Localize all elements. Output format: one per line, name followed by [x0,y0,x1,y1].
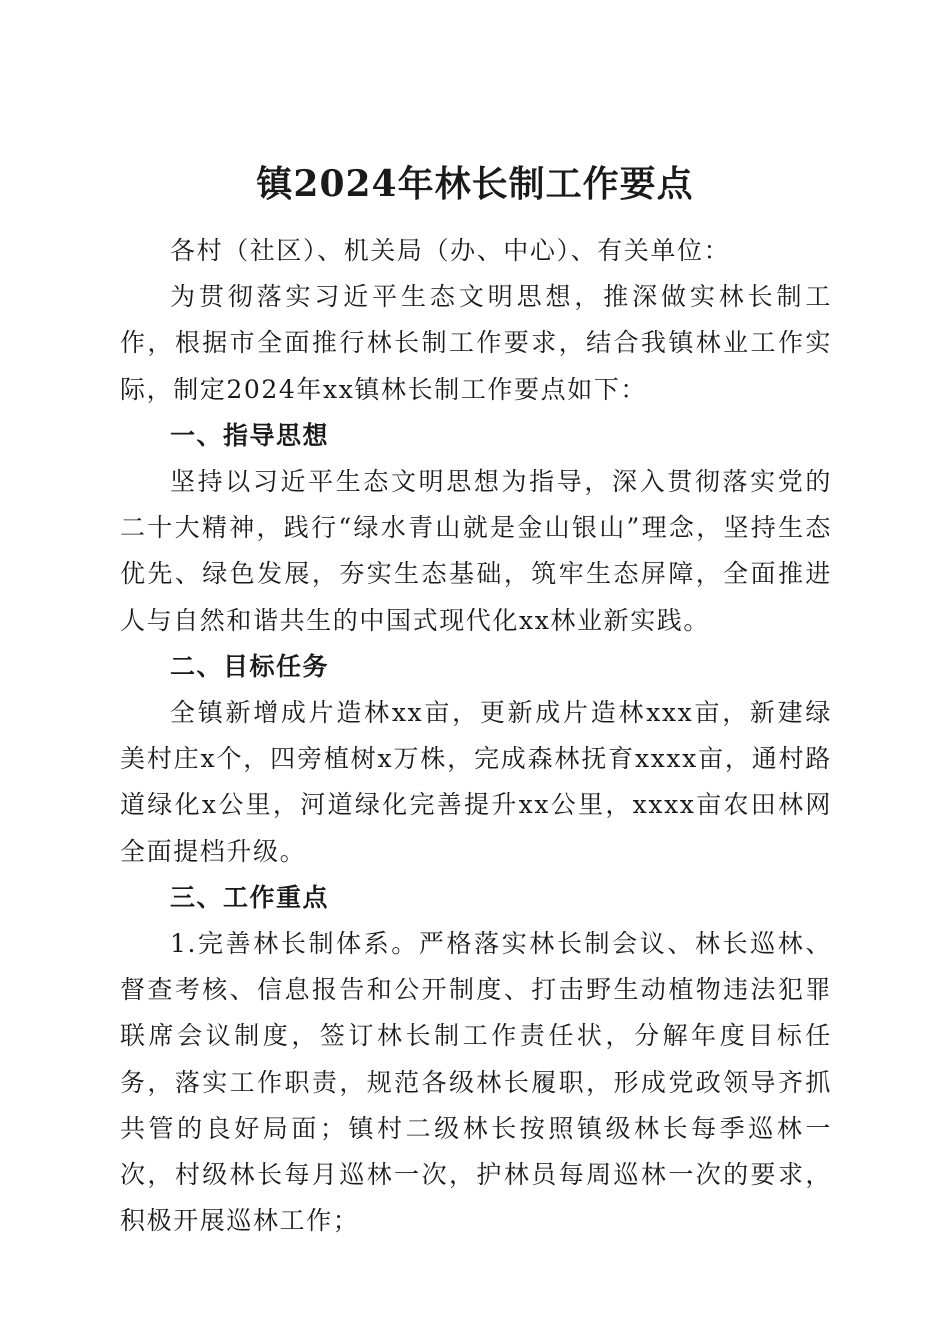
salutation: 各村（社区）、机关局（办、中心）、有关单位： [170,236,731,265]
section-paragraph-goals: 全镇新增成片造林xx亩，更新成片造林xxx亩，新建绿美村庄x个，四旁植树x万株，完成森林抚育xxxx亩，通村路道绿化x公里，河道绿化完善提升xx公里，xxxx亩农田林网全面提档升级。 [120,698,832,866]
section-heading-key-work: 三、工作重点 [170,882,330,912]
document-title: 镇2024年林长制工作要点 [256,163,694,206]
document-body [120,228,832,1244]
section-heading-guiding-thought: 一、指导思想 [170,420,330,450]
section-heading-goals: 二、目标任务 [170,651,330,681]
section-paragraph-guiding-thought: 坚持以习近平生态文明思想为指导，深入贯彻落实党的二十大精神，践行“绿水青山就是金山银山”理念，坚持生态优先、绿色发展，夯实生态基础，筑牢生态屏障，全面推进人与自然和谐共生的中国式现代化xx林业新实践。 [120,467,832,635]
intro-paragraph: 为贯彻落实习近平生态文明思想，推深做实林长制工作，根据市全面推行林长制工作要求，结合我镇林业工作实际，制定2024年xx镇林长制工作要点如下： [120,282,832,404]
section-paragraph-key-work: 1.完善林长制体系。严格落实林长制会议、林长巡林、督查考核、信息报告和公开制度、打击野生动植物违法犯罪联席会议制度，签订林长制工作责任状，分解年度目标任务，落实工作职责，规范各级林长履职，形成党政领导齐抓共管的良好局面；镇村二级林长按照镇级林长每季巡林一次，村级林长每月巡林一次，护林员每周巡林一次的要求，积极开展巡林工作； [120,929,832,1236]
